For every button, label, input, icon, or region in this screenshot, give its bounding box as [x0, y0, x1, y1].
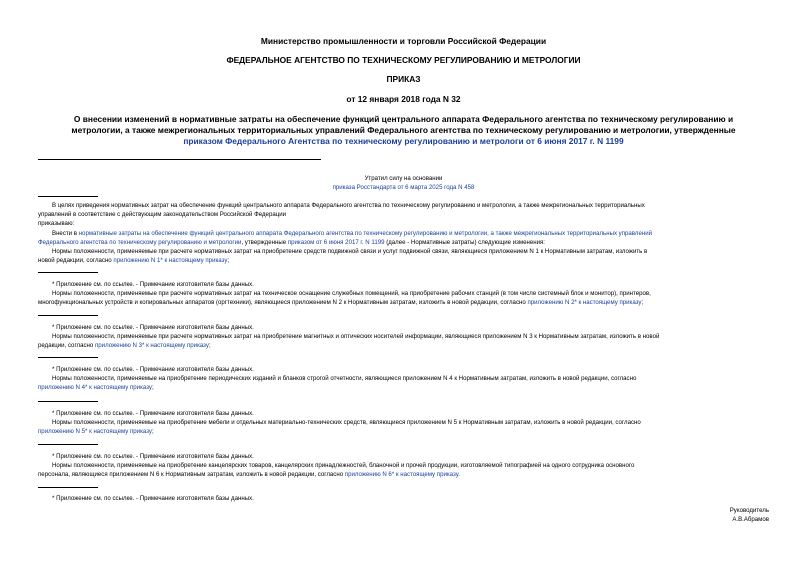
doc-title-link[interactable]: приказом Федерального Агентства по техническому регулированию и метрологи от 6 июня 2017 г. N 1199 — [183, 136, 624, 146]
order-word: приказываю: — [38, 220, 75, 227]
item1-link-agency[interactable]: Федерального агентства по техническому регулированию и метрологии — [38, 239, 242, 246]
footnote-divider-3 — [38, 357, 98, 358]
footnote-divider-4 — [38, 401, 98, 402]
appendix3-link[interactable]: приложению N 3* к настоящему приказу — [94, 342, 209, 349]
norm6-line1: Нормы положенности, применяемые на приобретение канцелярских товаров, канцелярских принадлежностей, бланочной и прочей продукции, изготовляемой типографией на одного сотрудника основного — [52, 462, 635, 469]
norm3-line1: Нормы положенности, применяемые при расчете нормативных затрат на приобретение магнитных и оптических носителей информации, являющиеся приложением N 3 к Нормативным затратам, изложить в новой — [52, 333, 660, 340]
doc-title-line2: метрологии, а также межрегиональных территориальных управлений Федерального агентства по техническому регулированию и метрологии, утвержденные — [71, 125, 736, 135]
norm3-text: редакции, согласно — [38, 342, 95, 349]
footnote-1: * Приложение см. по ссылке. - Примечание изготовителя базы данных. — [52, 281, 254, 288]
norm4-line1: Нормы положенности, применяемые на приобретение периодических изданий и бланков строгой отчетности, являющиеся приложением N 4 к Нормативным затратам, изложить в новой редакции, согласно — [52, 375, 637, 382]
item1-link-regulation[interactable]: нормативные затраты на обеспечение функций центрального аппарата Федерального агентства по техническому регулированию и метрологии, а также межрегиональных территориальных управлений — [78, 230, 653, 237]
doc-title-line1: О внесении изменений в нормативные затраты на обеспечение функций центрального аппарата Федерального агентства по техническому регулированию и — [73, 114, 734, 124]
intro-line1: В целях приведения нормативных затрат на обеспечение функций центрального аппарата Федерального агентства по техническому регулированию и метрологии, а также межрегиональных территориальных — [52, 202, 645, 209]
item1-line2 — [38, 239, 768, 247]
appendix2-link[interactable]: приложению N 2* к настоящему приказу — [527, 299, 642, 306]
footnote-divider-5 — [38, 444, 98, 445]
footnote-divider-2 — [38, 315, 98, 316]
footnote-5: * Приложение см. по ссылке. - Примечание изготовителя базы данных. — [52, 453, 254, 460]
doc-date-number: от 12 января 2018 года N 32 — [346, 94, 461, 104]
norm2-line2 — [38, 299, 768, 307]
footnote-3: * Приложение см. по ссылке. - Примечание изготовителя базы данных. — [52, 366, 254, 373]
item1-line1 — [52, 230, 770, 238]
status-divider — [38, 196, 98, 197]
item1-suffix: (далее - Нормативные затраты) следующие изменения: — [384, 239, 545, 246]
appendix4-link[interactable]: приложению N 4* к настоящему приказу — [38, 384, 152, 391]
footnote-2: * Приложение см. по ссылке. - Примечание изготовителя базы данных. — [52, 324, 254, 331]
footnote-6: * Приложение см. по ссылке. - Примечание изготовителя базы данных. — [52, 495, 254, 502]
norm2-end: ; — [641, 299, 644, 306]
norm5-line1: Нормы положенности, применяемые на приобретение мебели и отдельных материально-технических средств, являющиеся приложением N 5 к Нормативным затратам, изложить в новой редакции, согласно — [52, 419, 641, 426]
norm1-text: новой редакции, согласно — [38, 257, 114, 264]
item1-prefix: Внести в — [52, 230, 79, 237]
title-divider — [38, 159, 321, 160]
doc-type: ПРИКАЗ — [386, 74, 421, 84]
appendix1-link[interactable]: приложению N 1* к настоящему приказу — [113, 257, 228, 264]
footnote-divider-6 — [38, 487, 98, 488]
signature-role: Руководитель — [729, 507, 769, 514]
signature-name: А.В.Абрамов — [732, 516, 769, 523]
ministry-name: Министерство промышленности и торговли Российской Федерации — [260, 36, 547, 46]
item1-link-order[interactable]: приказом от 6 июня 2017 г. N 1199 — [287, 239, 385, 246]
appendix5-link[interactable]: приложению N 5* к настоящему приказу — [38, 428, 152, 435]
norm1-end: ; — [227, 257, 230, 264]
repeal-status-link[interactable]: приказа Росстандарта от 6 марта 2025 года N 458 — [332, 184, 475, 191]
footnote-divider-1 — [38, 272, 98, 273]
norm6-text: персонала, являющиеся приложением N 6 к Нормативным затратам, изложить в новой редакции, согласно — [38, 471, 345, 478]
norm5-end: ; — [151, 428, 154, 435]
norm6-end: . — [458, 471, 460, 478]
footnote-4: * Приложение см. по ссылке. - Примечание изготовителя базы данных. — [52, 410, 254, 417]
norm1-line1: Нормы положенности, применяемые при расчете нормативных затрат на приобретение средств подвижной связи и услуг подвижной связи, являющиеся приложением N 1 к Нормативным затратам, изложить в — [52, 248, 648, 255]
norm4-line2 — [38, 384, 768, 392]
norm5-line2 — [38, 428, 768, 436]
appendix6-link[interactable]: приложению N 6* к настоящему приказу — [344, 471, 459, 478]
norm6-line2 — [38, 471, 768, 479]
repeal-status-text: Утратил силу на основании — [364, 175, 443, 182]
intro-line2: управлений в соответствие с действующим законодательством Российской Федерации — [38, 211, 287, 218]
item1-mid: , утвержденные — [241, 239, 288, 246]
norm1-line2 — [38, 257, 768, 265]
norm2-line1: Нормы положенности, применяемые при расчете нормативных затрат на техническое оснащение служебных помещений, на приобретение рабочих станций (в том числе системный блок и монитор), принтеров, — [52, 290, 651, 297]
norm4-end: ; — [151, 384, 154, 391]
norm3-line2 — [38, 342, 768, 350]
norm3-end: ; — [208, 342, 211, 349]
agency-name: ФЕДЕРАЛЬНОЕ АГЕНТСТВО ПО ТЕХНИЧЕСКОМУ РЕГУЛИРОВАНИЮ И МЕТРОЛОГИИ — [226, 55, 581, 65]
norm2-text: многофункциональных устройств и копировальных аппаратов (оргтехники), являющиеся приложением N 2 к Нормативным затратам, изложить в новой редакции, согласно — [38, 299, 528, 306]
